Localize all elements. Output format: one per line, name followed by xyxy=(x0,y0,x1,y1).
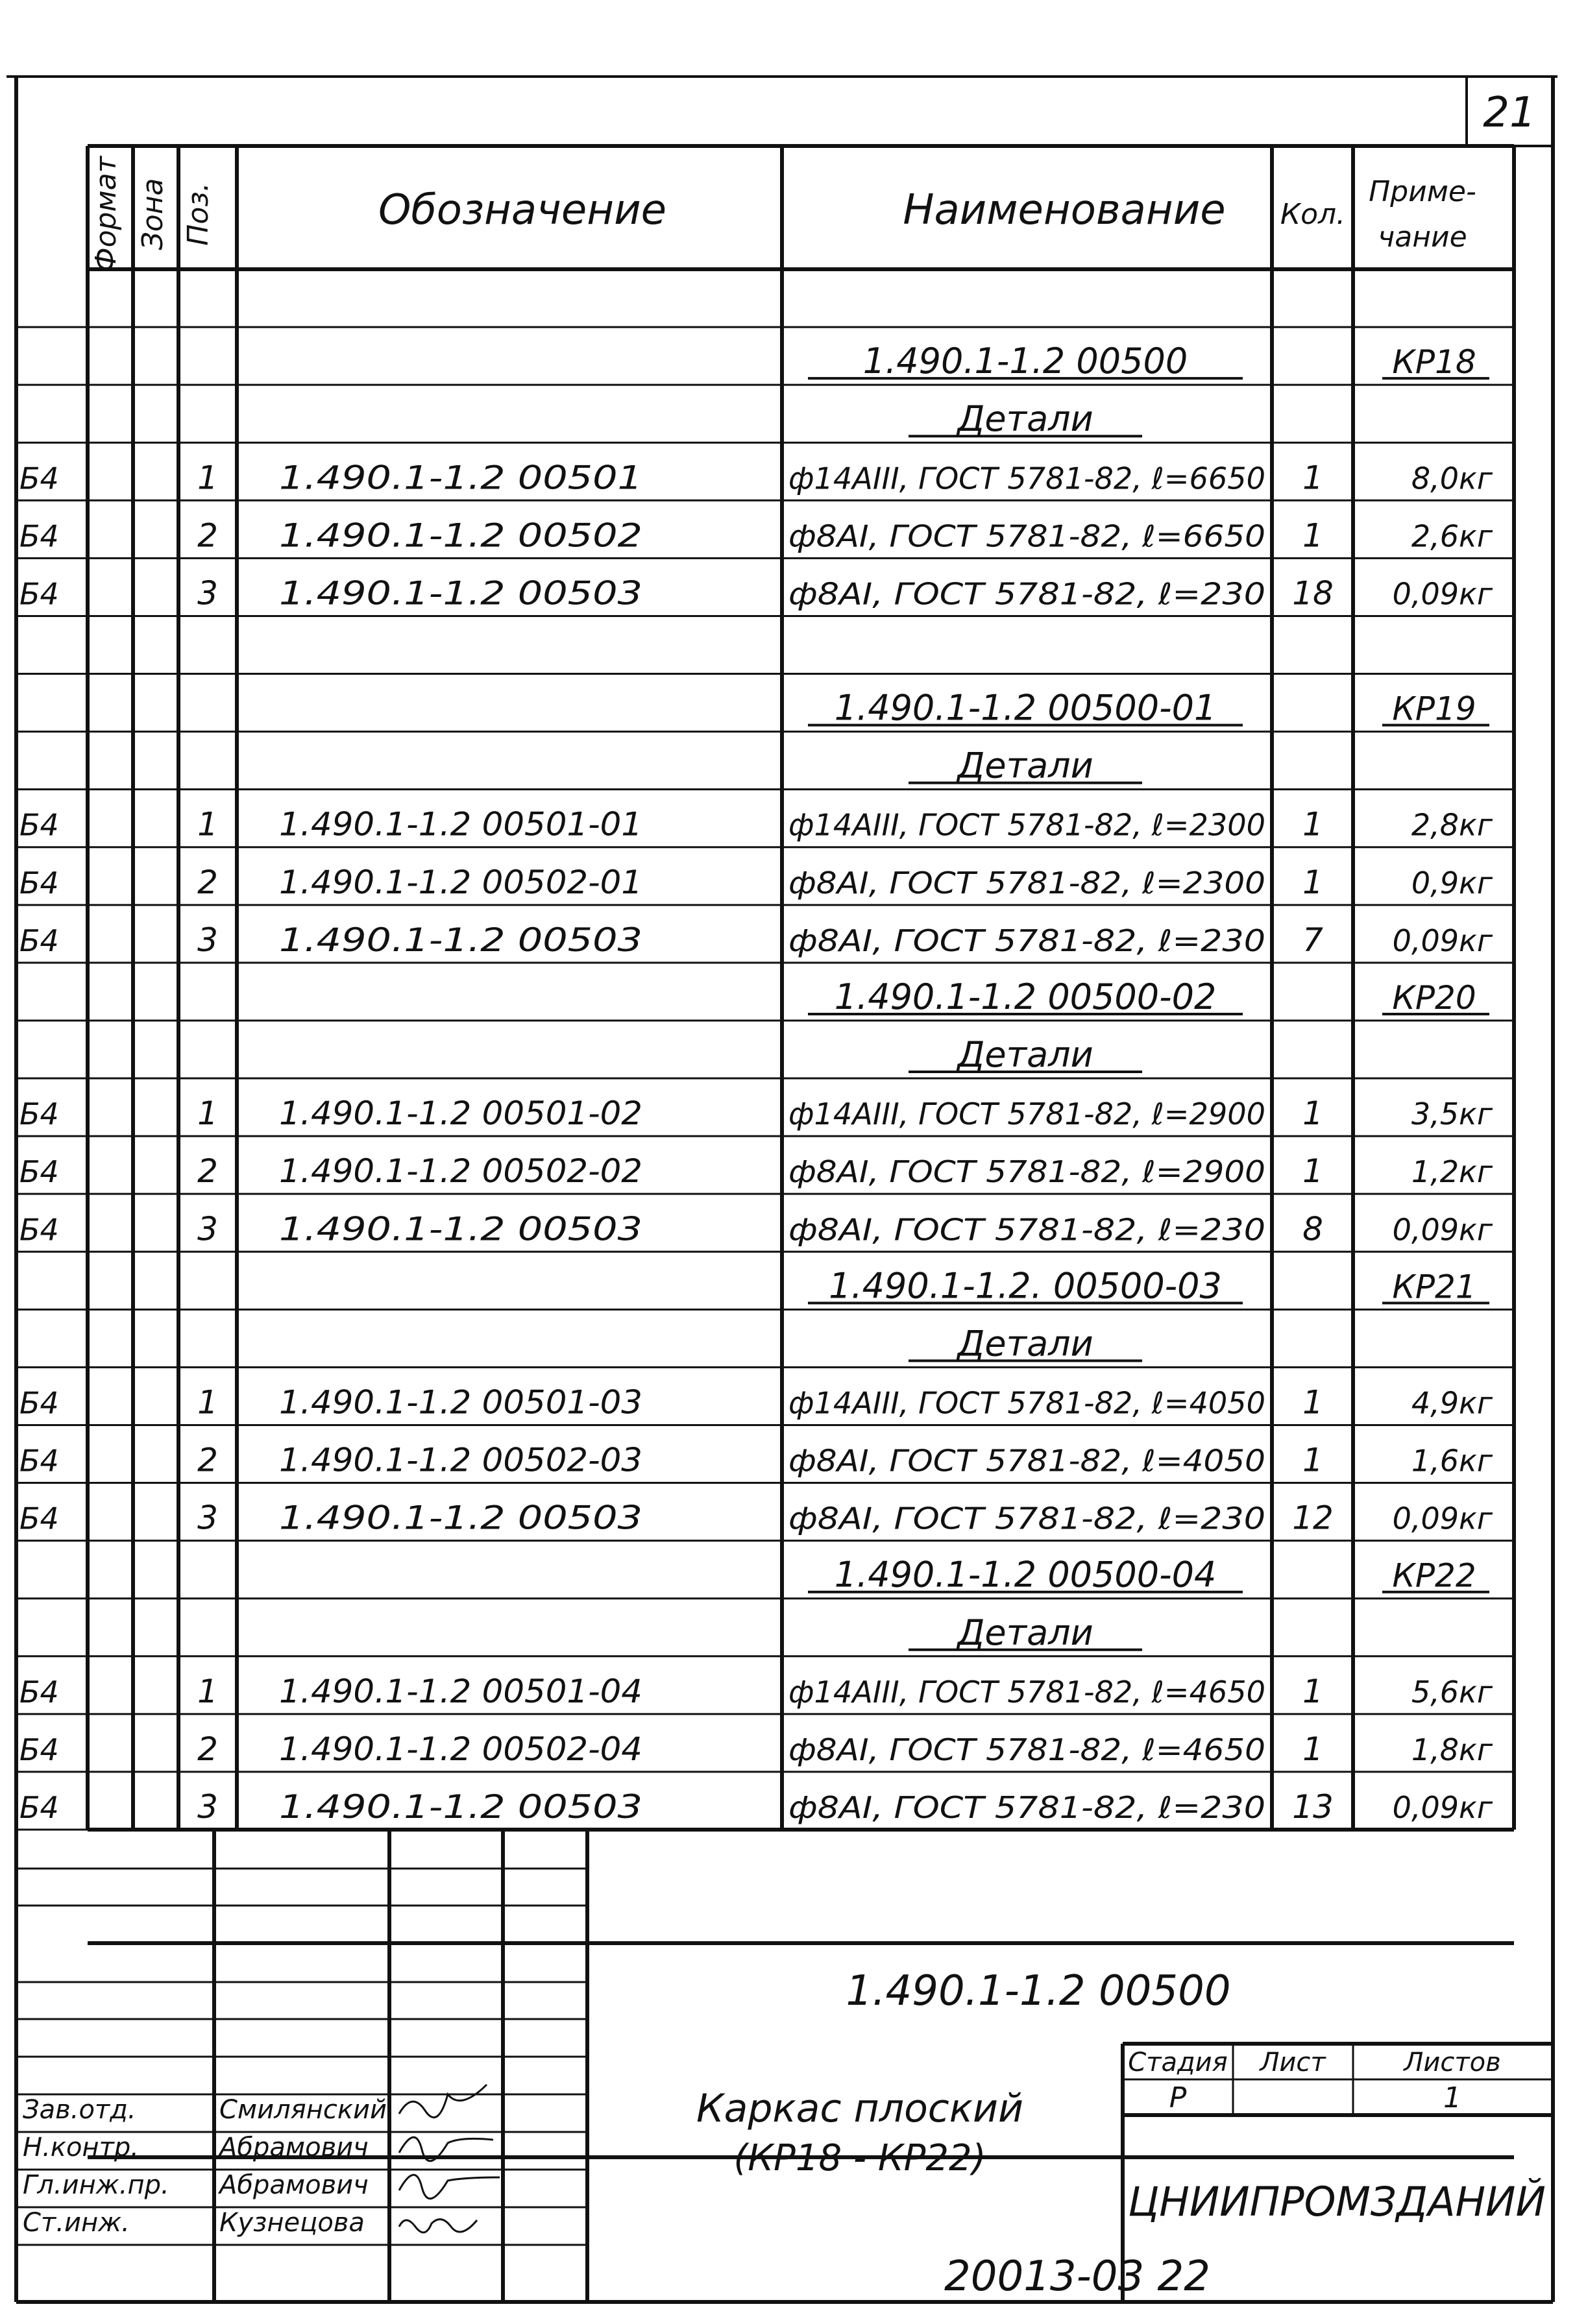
row-designation: 1.490.1-1.2 00501 xyxy=(279,459,642,497)
section-title: Детали xyxy=(957,1034,1093,1076)
row-position: 1 xyxy=(197,805,218,843)
row-format: Б4 xyxy=(19,807,59,843)
organization-name: ЦНИИПРОМЗДАНИЙ xyxy=(1128,2178,1546,2225)
row-designation: 1.490.1-1.2 00502-02 xyxy=(279,1152,642,1191)
row-format: Б4 xyxy=(19,1096,59,1132)
row-quantity: 7 xyxy=(1302,921,1323,959)
row-quantity: 1 xyxy=(1302,1383,1323,1422)
row-note: 4,9кг xyxy=(1411,1385,1493,1421)
document-title-line1: Каркас плоский xyxy=(696,2086,1024,2131)
section-title: Детали xyxy=(957,745,1093,786)
header-name: Наименование xyxy=(903,186,1226,234)
signer-name: Абрамович xyxy=(219,2133,369,2162)
section-title: Детали xyxy=(957,398,1093,440)
assembly-designation: 1.490.1-1.2 00500-02 xyxy=(834,976,1217,1017)
row-format: Б4 xyxy=(19,1212,59,1248)
row-format: Б4 xyxy=(19,865,59,901)
row-format: Б4 xyxy=(19,1732,59,1767)
row-note: 0,09кг xyxy=(1392,923,1493,958)
row-format: Б4 xyxy=(19,1501,59,1536)
row-note: 1,8кг xyxy=(1411,1732,1493,1767)
signature-mark xyxy=(399,2085,487,2118)
row-designation: 1.490.1-1.2 00501-03 xyxy=(279,1383,642,1422)
row-quantity: 1 xyxy=(1302,1730,1323,1768)
row-name: ф14АIII, ГОСТ 5781-82, ℓ=2900 xyxy=(788,1096,1265,1132)
signer-name: Абрамович xyxy=(219,2170,369,2200)
section-title: Детали xyxy=(957,1323,1093,1364)
row-name: ф8АI, ГОСТ 5781-82, ℓ=4050 xyxy=(788,1443,1265,1479)
row-note: 0,9кг xyxy=(1411,865,1493,901)
row-designation: 1.490.1-1.2 00503 xyxy=(279,1788,642,1826)
row-position: 3 xyxy=(197,1499,218,1537)
sheet-number: 21 xyxy=(1483,89,1536,137)
row-name: ф8АI, ГОСТ 5781-82, ℓ=4650 xyxy=(788,1732,1265,1767)
section-title: Детали xyxy=(957,1612,1093,1653)
row-note: 2,6кг xyxy=(1411,518,1493,554)
row-name: ф8АI, ГОСТ 5781-82, ℓ=230 xyxy=(788,1501,1265,1536)
row-format: Б4 xyxy=(19,576,59,612)
sheet-label: Лист xyxy=(1260,2048,1326,2077)
row-quantity: 18 xyxy=(1292,574,1334,612)
signer-role: Н.контр. xyxy=(23,2133,139,2162)
row-quantity: 1 xyxy=(1302,1095,1323,1133)
header-pos: Поз. xyxy=(182,182,215,246)
row-position: 3 xyxy=(197,1788,218,1826)
row-name: ф14АIII, ГОСТ 5781-82, ℓ=4050 xyxy=(788,1385,1265,1421)
row-note: 1,2кг xyxy=(1411,1154,1493,1190)
row-note: 5,6кг xyxy=(1411,1674,1493,1710)
header-format: Формат xyxy=(90,156,123,272)
row-note: 0,09кг xyxy=(1392,576,1493,612)
assembly-designation: 1.490.1-1.2 00500-04 xyxy=(834,1554,1217,1595)
sheets-value: 1 xyxy=(1443,2081,1461,2114)
signer-role: Зав.отд. xyxy=(23,2095,136,2125)
row-quantity: 8 xyxy=(1302,1210,1323,1248)
row-quantity: 1 xyxy=(1302,863,1323,901)
row-designation: 1.490.1-1.2 00501-01 xyxy=(279,805,642,843)
row-designation: 1.490.1-1.2 00503 xyxy=(279,574,642,612)
row-quantity: 1 xyxy=(1302,1441,1323,1479)
row-quantity: 1 xyxy=(1302,1152,1323,1191)
row-name: ф8АI, ГОСТ 5781-82, ℓ=230 xyxy=(788,1212,1265,1248)
row-name: ф8АI, ГОСТ 5781-82, ℓ=230 xyxy=(788,1790,1265,1825)
row-format: Б4 xyxy=(19,1443,59,1479)
row-quantity: 1 xyxy=(1302,805,1323,843)
header-designation: Обозначение xyxy=(378,186,667,234)
row-designation: 1.490.1-1.2 00503 xyxy=(279,1210,642,1248)
row-position: 1 xyxy=(197,1095,218,1133)
header-qty: Кол. xyxy=(1280,198,1346,231)
table-header xyxy=(88,146,1514,1830)
row-format: Б4 xyxy=(19,461,59,496)
assembly-note: КР18 xyxy=(1392,343,1476,381)
row-position: 3 xyxy=(197,921,218,959)
row-quantity: 1 xyxy=(1302,516,1323,555)
row-quantity: 1 xyxy=(1302,459,1323,497)
row-format: Б4 xyxy=(19,923,59,958)
row-quantity: 1 xyxy=(1302,1672,1323,1710)
assembly-designation: 1.490.1-1.2 00500-01 xyxy=(834,687,1217,729)
row-note: 0,09кг xyxy=(1392,1790,1493,1825)
row-position: 2 xyxy=(197,1441,218,1479)
table-grid xyxy=(16,146,1514,1830)
row-designation: 1.490.1-1.2 00502 xyxy=(279,516,642,555)
assembly-note: КР19 xyxy=(1392,690,1476,728)
signer-role: Ст.инж. xyxy=(23,2208,130,2238)
row-designation: 1.490.1-1.2 00502-01 xyxy=(279,863,642,901)
row-format: Б4 xyxy=(19,518,59,554)
row-name: ф8АI, ГОСТ 5781-82, ℓ=2900 xyxy=(788,1154,1265,1190)
row-note: 0,09кг xyxy=(1392,1501,1493,1536)
row-position: 2 xyxy=(197,516,218,555)
row-name: ф8АI, ГОСТ 5781-82, ℓ=6650 xyxy=(788,518,1265,554)
row-note: 2,8кг xyxy=(1411,807,1493,843)
header-note-2: чание xyxy=(1378,221,1467,254)
row-name: ф14АIII, ГОСТ 5781-82, ℓ=6650 xyxy=(788,461,1265,496)
assembly-designation: 1.490.1-1.2. 00500-03 xyxy=(829,1265,1222,1307)
row-name: ф8АI, ГОСТ 5781-82, ℓ=2300 xyxy=(788,865,1265,901)
row-name: ф8АI, ГОСТ 5781-82, ℓ=230 xyxy=(788,576,1265,612)
row-designation: 1.490.1-1.2 00502-03 xyxy=(279,1441,642,1479)
row-quantity: 13 xyxy=(1292,1788,1334,1826)
row-position: 1 xyxy=(197,1672,218,1710)
row-note: 8,0кг xyxy=(1411,461,1493,496)
row-position: 2 xyxy=(197,863,218,901)
row-designation: 1.490.1-1.2 00501-04 xyxy=(279,1672,642,1710)
row-name: ф14АIII, ГОСТ 5781-82, ℓ=2300 xyxy=(788,807,1265,843)
row-designation: 1.490.1-1.2 00503 xyxy=(279,1499,642,1537)
sheets-label: Листов xyxy=(1404,2048,1501,2077)
header-zone: Зона xyxy=(136,178,169,250)
row-position: 3 xyxy=(197,574,218,612)
row-position: 2 xyxy=(197,1152,218,1191)
row-position: 2 xyxy=(197,1730,218,1768)
row-note: 1,6кг xyxy=(1411,1443,1493,1479)
row-format: Б4 xyxy=(19,1154,59,1190)
row-designation: 1.490.1-1.2 00502-04 xyxy=(279,1730,642,1768)
assembly-note: КР22 xyxy=(1392,1556,1476,1595)
document-title-line2: (КР18 - КР22) xyxy=(733,2137,986,2179)
row-format: Б4 xyxy=(19,1674,59,1710)
row-note: 3,5кг xyxy=(1411,1096,1493,1132)
stage-value: Р xyxy=(1169,2081,1187,2114)
signature-block xyxy=(23,2085,500,2238)
row-position: 1 xyxy=(197,459,218,497)
row-name: ф14АIII, ГОСТ 5781-82, ℓ=4650 xyxy=(788,1674,1265,1710)
assembly-note: КР20 xyxy=(1392,978,1476,1017)
signature-mark xyxy=(399,2220,477,2233)
row-designation: 1.490.1-1.2 00503 xyxy=(279,921,642,959)
header-note-1: Приме- xyxy=(1369,175,1476,208)
assembly-note: КР21 xyxy=(1392,1268,1476,1306)
row-name: ф8АI, ГОСТ 5781-82, ℓ=230 xyxy=(788,923,1265,958)
title-block xyxy=(16,1830,1553,2302)
row-quantity: 12 xyxy=(1292,1499,1334,1537)
row-position: 1 xyxy=(197,1383,218,1422)
archive-number: 20013-03 22 xyxy=(944,2253,1210,2301)
row-format: Б4 xyxy=(19,1790,59,1825)
row-format: Б4 xyxy=(19,1385,59,1421)
row-note: 0,09кг xyxy=(1392,1212,1493,1248)
assembly-designation: 1.490.1-1.2 00500 xyxy=(862,341,1188,382)
signer-name: Смилянский xyxy=(219,2095,387,2125)
stage-label: Стадия xyxy=(1128,2048,1228,2077)
row-designation: 1.490.1-1.2 00501-02 xyxy=(279,1095,642,1133)
row-position: 3 xyxy=(197,1210,218,1248)
signature-mark xyxy=(399,2175,500,2199)
signer-name: Кузнецова xyxy=(219,2208,365,2238)
signer-role: Гл.инж.пр. xyxy=(23,2170,169,2200)
document-code: 1.490.1-1.2 00500 xyxy=(846,1967,1231,2015)
